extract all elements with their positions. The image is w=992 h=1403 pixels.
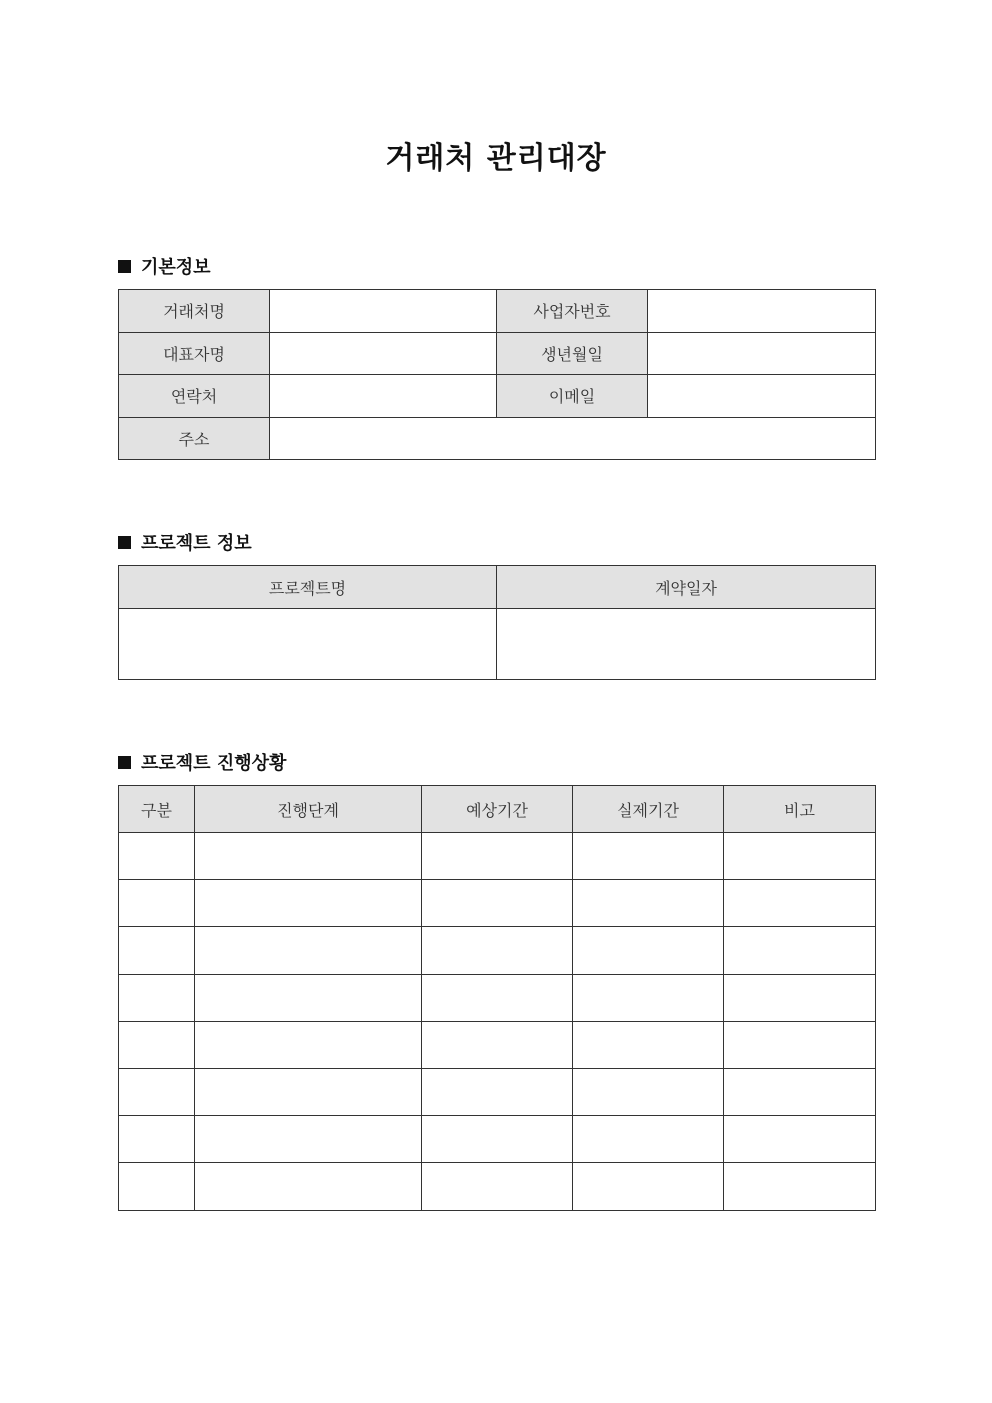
remarks-cell[interactable] [724, 880, 876, 927]
actual-period-cell[interactable] [573, 1163, 724, 1210]
project-info-header-row [119, 566, 876, 609]
table-row [119, 1068, 876, 1115]
actual-period-cell[interactable] [573, 1068, 724, 1115]
stage-cell[interactable] [195, 927, 422, 974]
business-number-field[interactable] [648, 290, 876, 333]
actual-period-cell[interactable] [573, 927, 724, 974]
remarks-cell[interactable] [724, 1068, 876, 1115]
stage-cell[interactable] [195, 974, 422, 1021]
project-info-heading-text: 프로젝트 정보 [141, 533, 252, 554]
progress-header-row [119, 786, 876, 833]
expected-period-cell[interactable] [422, 1068, 573, 1115]
basic-info-heading [118, 253, 211, 279]
stage-cell[interactable] [195, 833, 422, 880]
category-cell[interactable] [119, 1021, 195, 1068]
birth-date-label: 생년월일 [497, 332, 648, 375]
stage-cell[interactable] [195, 1068, 422, 1115]
category-cell[interactable] [119, 880, 195, 927]
basic-info-row [119, 417, 876, 460]
address-field[interactable] [270, 417, 876, 460]
expected-period-cell[interactable] [422, 1021, 573, 1068]
expected-period-cell[interactable] [422, 880, 573, 927]
remarks-cell[interactable] [724, 1021, 876, 1068]
square-bullet-icon [118, 756, 131, 769]
expected-period-cell[interactable] [422, 1116, 573, 1163]
actual-period-cell[interactable] [573, 833, 724, 880]
square-bullet-icon [118, 260, 131, 273]
contract-date-field[interactable] [497, 609, 876, 680]
stage-cell[interactable] [195, 880, 422, 927]
remarks-cell[interactable] [724, 974, 876, 1021]
category-header: 구분 [119, 786, 195, 833]
actual-period-cell[interactable] [573, 880, 724, 927]
table-row [119, 833, 876, 880]
stage-cell[interactable] [195, 1021, 422, 1068]
contact-label: 연락처 [119, 375, 270, 418]
category-cell[interactable] [119, 927, 195, 974]
remarks-header: 비고 [724, 786, 876, 833]
stage-cell[interactable] [195, 1163, 422, 1210]
expected-period-cell[interactable] [422, 927, 573, 974]
basic-info-row [119, 375, 876, 418]
project-info-heading [118, 529, 252, 555]
client-name-label: 거래처명 [119, 290, 270, 333]
category-cell[interactable] [119, 1163, 195, 1210]
table-row [119, 880, 876, 927]
document-title: 거래처 관리대장 [385, 141, 607, 176]
client-name-field[interactable] [270, 290, 497, 333]
basic-info-table [118, 289, 876, 460]
contact-field[interactable] [270, 375, 497, 418]
project-progress-table [118, 785, 876, 1211]
table-row [119, 1116, 876, 1163]
project-progress-heading-text: 프로젝트 진행상황 [141, 753, 287, 774]
email-field[interactable] [648, 375, 876, 418]
birth-date-field[interactable] [648, 332, 876, 375]
basic-info-heading-text: 기본정보 [141, 257, 211, 278]
project-info-table [118, 565, 876, 680]
address-label: 주소 [119, 417, 270, 460]
project-progress-heading [118, 749, 286, 775]
remarks-cell[interactable] [724, 927, 876, 974]
category-cell[interactable] [119, 1068, 195, 1115]
representative-label: 대표자명 [119, 332, 270, 375]
category-cell[interactable] [119, 974, 195, 1021]
email-label: 이메일 [497, 375, 648, 418]
table-row [119, 974, 876, 1021]
actual-period-cell[interactable] [573, 1116, 724, 1163]
business-number-label: 사업자번호 [497, 290, 648, 333]
expected-period-header: 예상기간 [422, 786, 573, 833]
actual-period-header: 실제기간 [573, 786, 724, 833]
remarks-cell[interactable] [724, 833, 876, 880]
basic-info-row [119, 332, 876, 375]
stage-cell[interactable] [195, 1116, 422, 1163]
project-name-field[interactable] [119, 609, 497, 680]
representative-field[interactable] [270, 332, 497, 375]
project-info-row [119, 609, 876, 680]
square-bullet-icon [118, 536, 131, 549]
table-row [119, 1163, 876, 1210]
remarks-cell[interactable] [724, 1163, 876, 1210]
remarks-cell[interactable] [724, 1116, 876, 1163]
actual-period-cell[interactable] [573, 1021, 724, 1068]
table-row [119, 927, 876, 974]
category-cell[interactable] [119, 1116, 195, 1163]
actual-period-cell[interactable] [573, 974, 724, 1021]
expected-period-cell[interactable] [422, 833, 573, 880]
expected-period-cell[interactable] [422, 1163, 573, 1210]
category-cell[interactable] [119, 833, 195, 880]
basic-info-row [119, 290, 876, 333]
table-row [119, 1021, 876, 1068]
stage-header: 진행단계 [195, 786, 422, 833]
contract-date-header: 계약일자 [497, 566, 876, 609]
expected-period-cell[interactable] [422, 974, 573, 1021]
project-name-header: 프로젝트명 [119, 566, 497, 609]
